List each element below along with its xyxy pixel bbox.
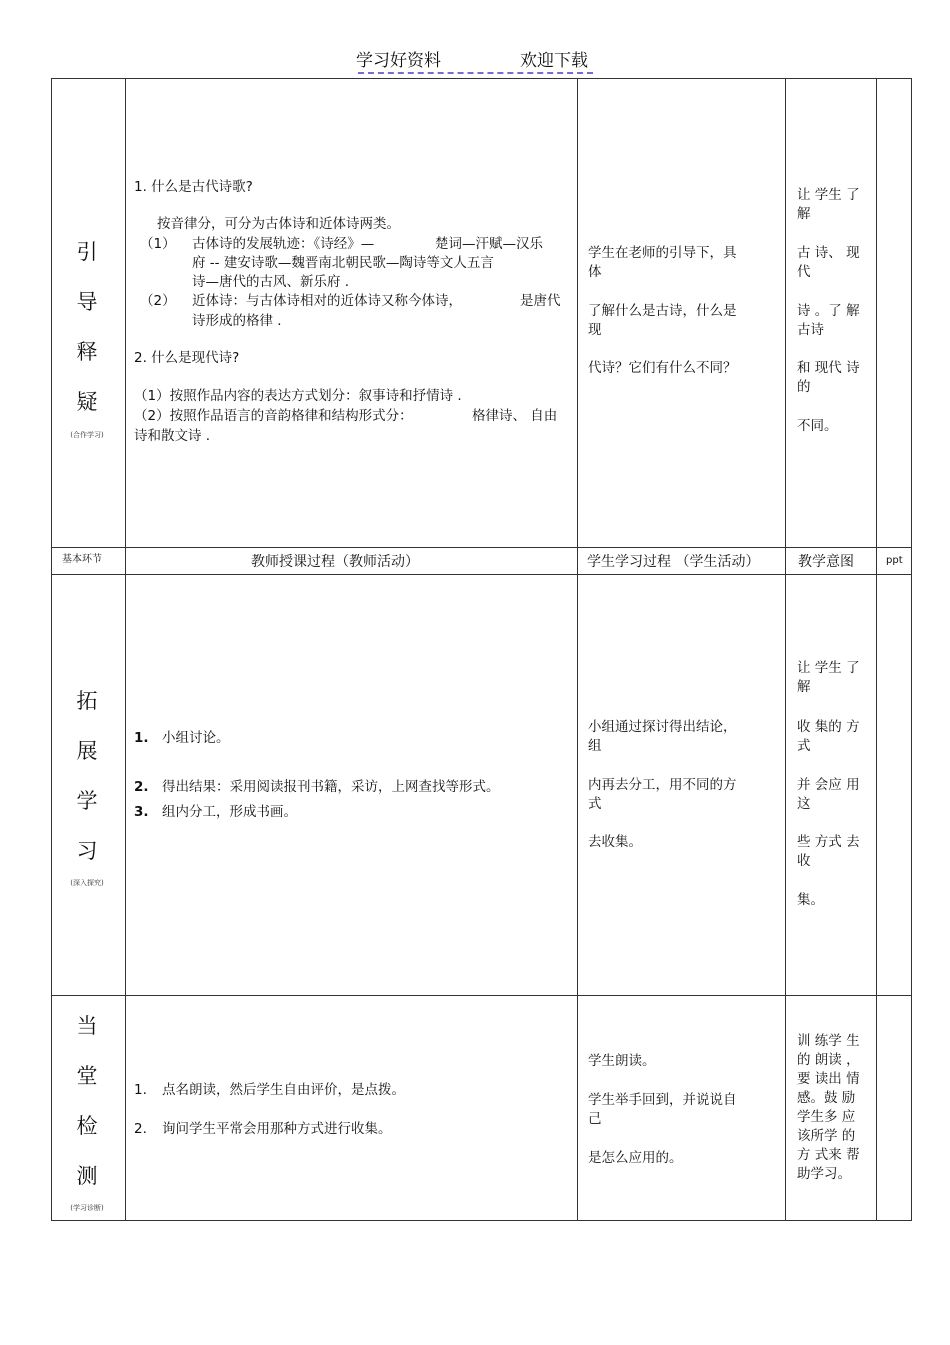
student-line: 学生举手回到，并说说自 [588,1092,737,1108]
intent-line: 古诗 [797,322,824,338]
student-line: 式 [588,796,602,812]
teacher-line: 楚词—汗赋—汉乐 [435,236,543,252]
intent-line: 训 练学 生 [797,1033,860,1049]
intent-line: 助学习。 [797,1166,851,1182]
header-teacher-process: 教师授课过程（教师活动） [251,554,419,570]
section2-char-1: 拓 [76,689,98,713]
student-line: 组 [588,738,602,754]
teacher-item: 1. 小组讨论。 [134,730,230,746]
teacher-line: 按音律分，可分为古体诗和近体诗两类。 [157,216,400,232]
intent-line: 方 式来 帮 [797,1147,860,1163]
teacher-line: （2） [140,293,176,309]
teacher-line: 2. 什么是现代诗? [134,350,240,366]
intent-line: 古 诗、 现 [797,245,860,261]
student-line: 代诗？它们有什么不同？ [588,360,737,376]
intent-line: 的 朗读 ， [797,1052,860,1068]
student-line: 去收集。 [588,834,642,850]
teacher-line: 诗—唐代的古风、新乐府 . [192,274,350,290]
teacher-line: 诗形成的格律 . [192,313,282,329]
section2-char-2: 展 [76,739,98,763]
intent-line: 集。 [797,892,824,908]
intent-line: 学生多 应 [797,1109,856,1125]
header-ppt: ppt [886,555,903,566]
header-intent: 教学意图 [798,554,854,570]
intent-line: 式 [797,738,811,754]
intent-line: 该所学 的 [797,1128,856,1144]
section1-char-2: 导 [76,290,98,314]
section3-subtitle: (学习诊断) [70,1204,104,1212]
section1-char-3: 释 [76,340,98,364]
teacher-line: 近体诗：与古体诗相对的近体诗又称今体诗， [192,293,462,309]
section3-char-3: 检 [76,1114,98,1138]
intent-line: 不同。 [797,418,838,434]
header-left: 学习好资料 [356,51,441,71]
teacher-line: （2）按照作品语言的音韵格律和结构形式分： [134,408,413,424]
student-line: 己 [588,1111,602,1127]
teacher-line: 是唐代 [520,293,561,309]
intent-line: 些 方式 去 [797,834,860,850]
section2-char-4: 习 [76,839,98,863]
section3-char-2: 堂 [76,1064,98,1088]
student-line: 体 [588,264,602,280]
teacher-item: 3. 组内分工，形成书画。 [134,804,297,820]
intent-line: 让 学生 了 [797,660,860,676]
section3-char-4: 测 [76,1164,98,1188]
student-line: 现 [588,322,602,338]
intent-line: 让 学生 了 [797,187,860,203]
teacher-line: （1） [140,236,176,252]
intent-line: 这 [797,796,811,812]
header-underline [358,72,593,74]
intent-line: 诗 。了 解 [797,303,860,319]
page-header [0,46,950,76]
intent-line: 收 集的 方 [797,719,860,735]
student-line: 学生在老师的引导下，具 [588,245,737,261]
intent-line: 收 [797,853,811,869]
header-right: 欢迎下载 [520,51,588,71]
teacher-item: 2. 询问学生平常会用那种方式进行收集。 [134,1121,392,1137]
intent-line: 和 现代 诗 [797,360,860,376]
teacher-line: 诗和散文诗 . [134,428,211,444]
section2-subtitle: (深入探究) [70,879,104,887]
section3-char-1: 当 [76,1014,98,1038]
student-line: 内再去分工，用不同的方 [588,777,737,793]
teacher-item: 2. 得出结果：采用阅读报刊书籍，采访，上网查找等形式。 [134,779,500,795]
teacher-line: （1）按照作品内容的表达方式划分：叙事诗和抒情诗 . [134,388,462,404]
intent-line: 解 [797,206,811,222]
header-student-process: 学生学习过程 （学生活动） [587,554,760,570]
student-line: 是怎么应用的。 [588,1150,683,1166]
teacher-line: 1. 什么是古代诗歌? [134,179,253,195]
intent-line: 并 会应 用 [797,777,860,793]
section1-subtitle: (合作学习) [70,431,104,439]
student-line: 学生朗读。 [588,1053,656,1069]
intent-line: 要 读出 情 [797,1071,860,1087]
intent-line: 解 [797,679,811,695]
teacher-line: 古体诗的发展轨迹：《诗经》— [192,236,375,252]
student-line: 了解什么是古诗，什么是 [588,303,737,319]
teacher-item: 1. 点名朗读，然后学生自由评价，是点拨。 [134,1082,405,1098]
teacher-line: 格律诗、 自由 [472,408,558,424]
teacher-line: 府 -- 建安诗歌—魏晋南北朝民歌—陶诗等文人五言 [192,255,494,271]
section2-char-3: 学 [76,789,98,813]
student-line: 小组通过探讨得出结论， [588,719,737,735]
intent-line: 感。鼓 励 [797,1090,856,1106]
intent-line: 的 [797,379,811,395]
section1-char-1: 引 [76,240,98,264]
section1-char-4: 疑 [76,390,98,414]
intent-line: 代 [797,264,811,280]
header-basic-step: 基本环节 [62,554,102,565]
